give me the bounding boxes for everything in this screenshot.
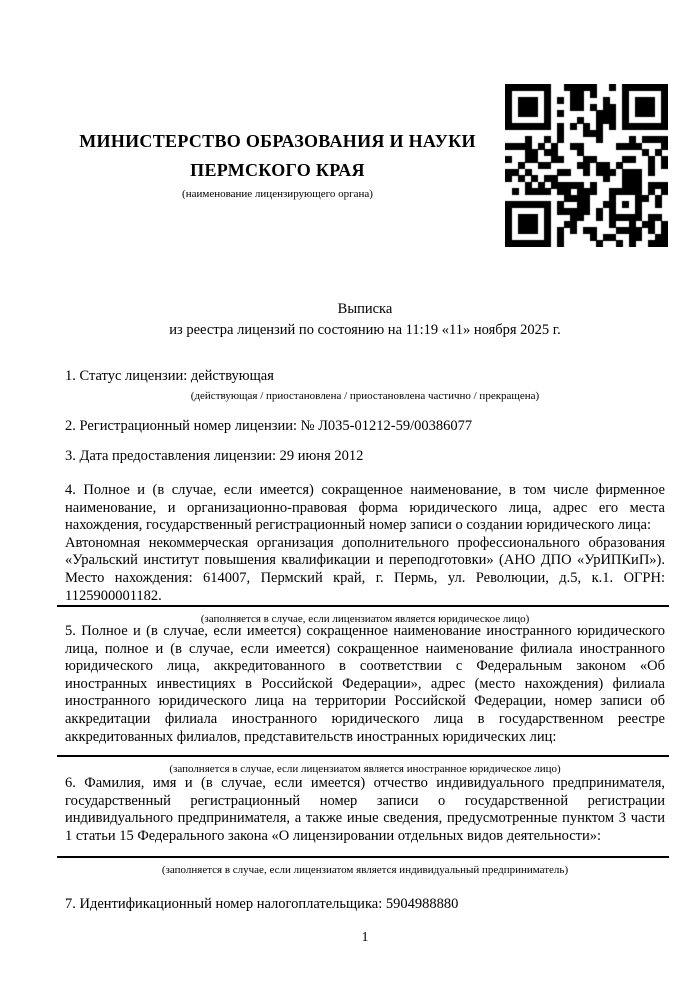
ministry-header [65,127,490,202]
item-5-foreign-entity [65,623,665,776]
entrepreneur-note: (заполняется в случае, если лицензиатом является индивидуальный предприниматель) [161,864,569,877]
item-6-individual-entrepreneur [65,775,665,877]
item-2-registration-number [65,418,665,436]
license-date-text: 3. Дата предоставления лицензии: 29 июня 2012 [65,448,364,464]
item-3-license-date [65,448,665,466]
legal-entity-note: (заполняется в случае, если лицензиатом является юридическое лицо) [200,613,530,626]
licensing-authority-caption: (наименование лицензирующего органа) [182,188,373,200]
entrepreneur-prompt: 6. Фамилия, имя и (в случае, если имеется) отчество индивидуального предпринимателя, государственный регистрационный номер записи о государственной регистрации индивидуального предпринимателя, а также иные сведения, предусмотренные пунктом 3 части 1 статьи 15 Федерального закона «О лицензировании отдельных видов деятельности»: [65,775,665,844]
item-7-taxpayer-number [65,896,665,914]
foreign-entity-note: (заполняется в случае, если лицензиатом является иностранное юридическое лицо) [169,763,561,776]
extract-heading [65,299,665,341]
registration-number-text: 2. Регистрационный номер лицензии: № Л035-01212-59/00386077 [65,418,473,434]
item-1-license-status [65,368,665,403]
foreign-entity-prompt: 5. Полное и (в случае, если имеется) сокращенное наименование иностранного юридического лица, полное и (в случае, если имеется) сокращенное наименование филиала иностранного юридического лица, аккредитованного в соответствии с Федеральным законом «Об иностранных инвестициях в Российской Федерации», адрес (место нахождения) филиала иностранного юридического лица на территории Российской Федерации, номер записи об аккредитации филиала иностранного юридического лица в государственном реестре аккредитованных филиалов, представительств иностранных юридических лиц: [65,623,665,745]
license-status-text: 1. Статус лицензии: действующая [65,368,274,384]
extract-title: Выписка [337,301,393,317]
qr-code [505,84,668,247]
legal-entity-value: Автономная некоммерческая организация дополнительного профессионального образования «Уральский институт повышения квалификации и переподготовки» (АНО ДПО «УрИПКиП»). Место нахождения: 614007, Пермский край, г. Пермь, ул. Революции, д.5, к.1. ОГРН: 1125900001182. [65,534,665,604]
legal-entity-prompt: 4. Полное и (в случае, если имеется) сокращенное наименование, в том числе фирменное наименование, и организационно-правовая форма юридического лица, адрес его места нахождения, государственный регистрационный номер записи о создании юридического лица: [65,482,665,534]
ministry-title-line1: МИНИСТЕРСТВО ОБРАЗОВАНИЯ И НАУКИ [79,131,476,151]
license-status-note: (действующая / приостановлена / приостановлена частично / прекращена) [190,389,540,402]
taxpayer-number-text: 7. Идентификационный номер налогоплательщика: 5904988880 [65,896,459,912]
page-number: 1 [361,930,369,945]
fill-in-rule [57,605,669,607]
extract-date-line: из реестра лицензий по состоянию на 11:19 «11» ноября 2025 г. [169,322,561,338]
fill-in-rule [57,755,669,757]
fill-in-rule [57,856,669,858]
ministry-title-line2: ПЕРМСКОГО КРАЯ [190,160,365,180]
item-4-legal-entity [65,482,665,626]
